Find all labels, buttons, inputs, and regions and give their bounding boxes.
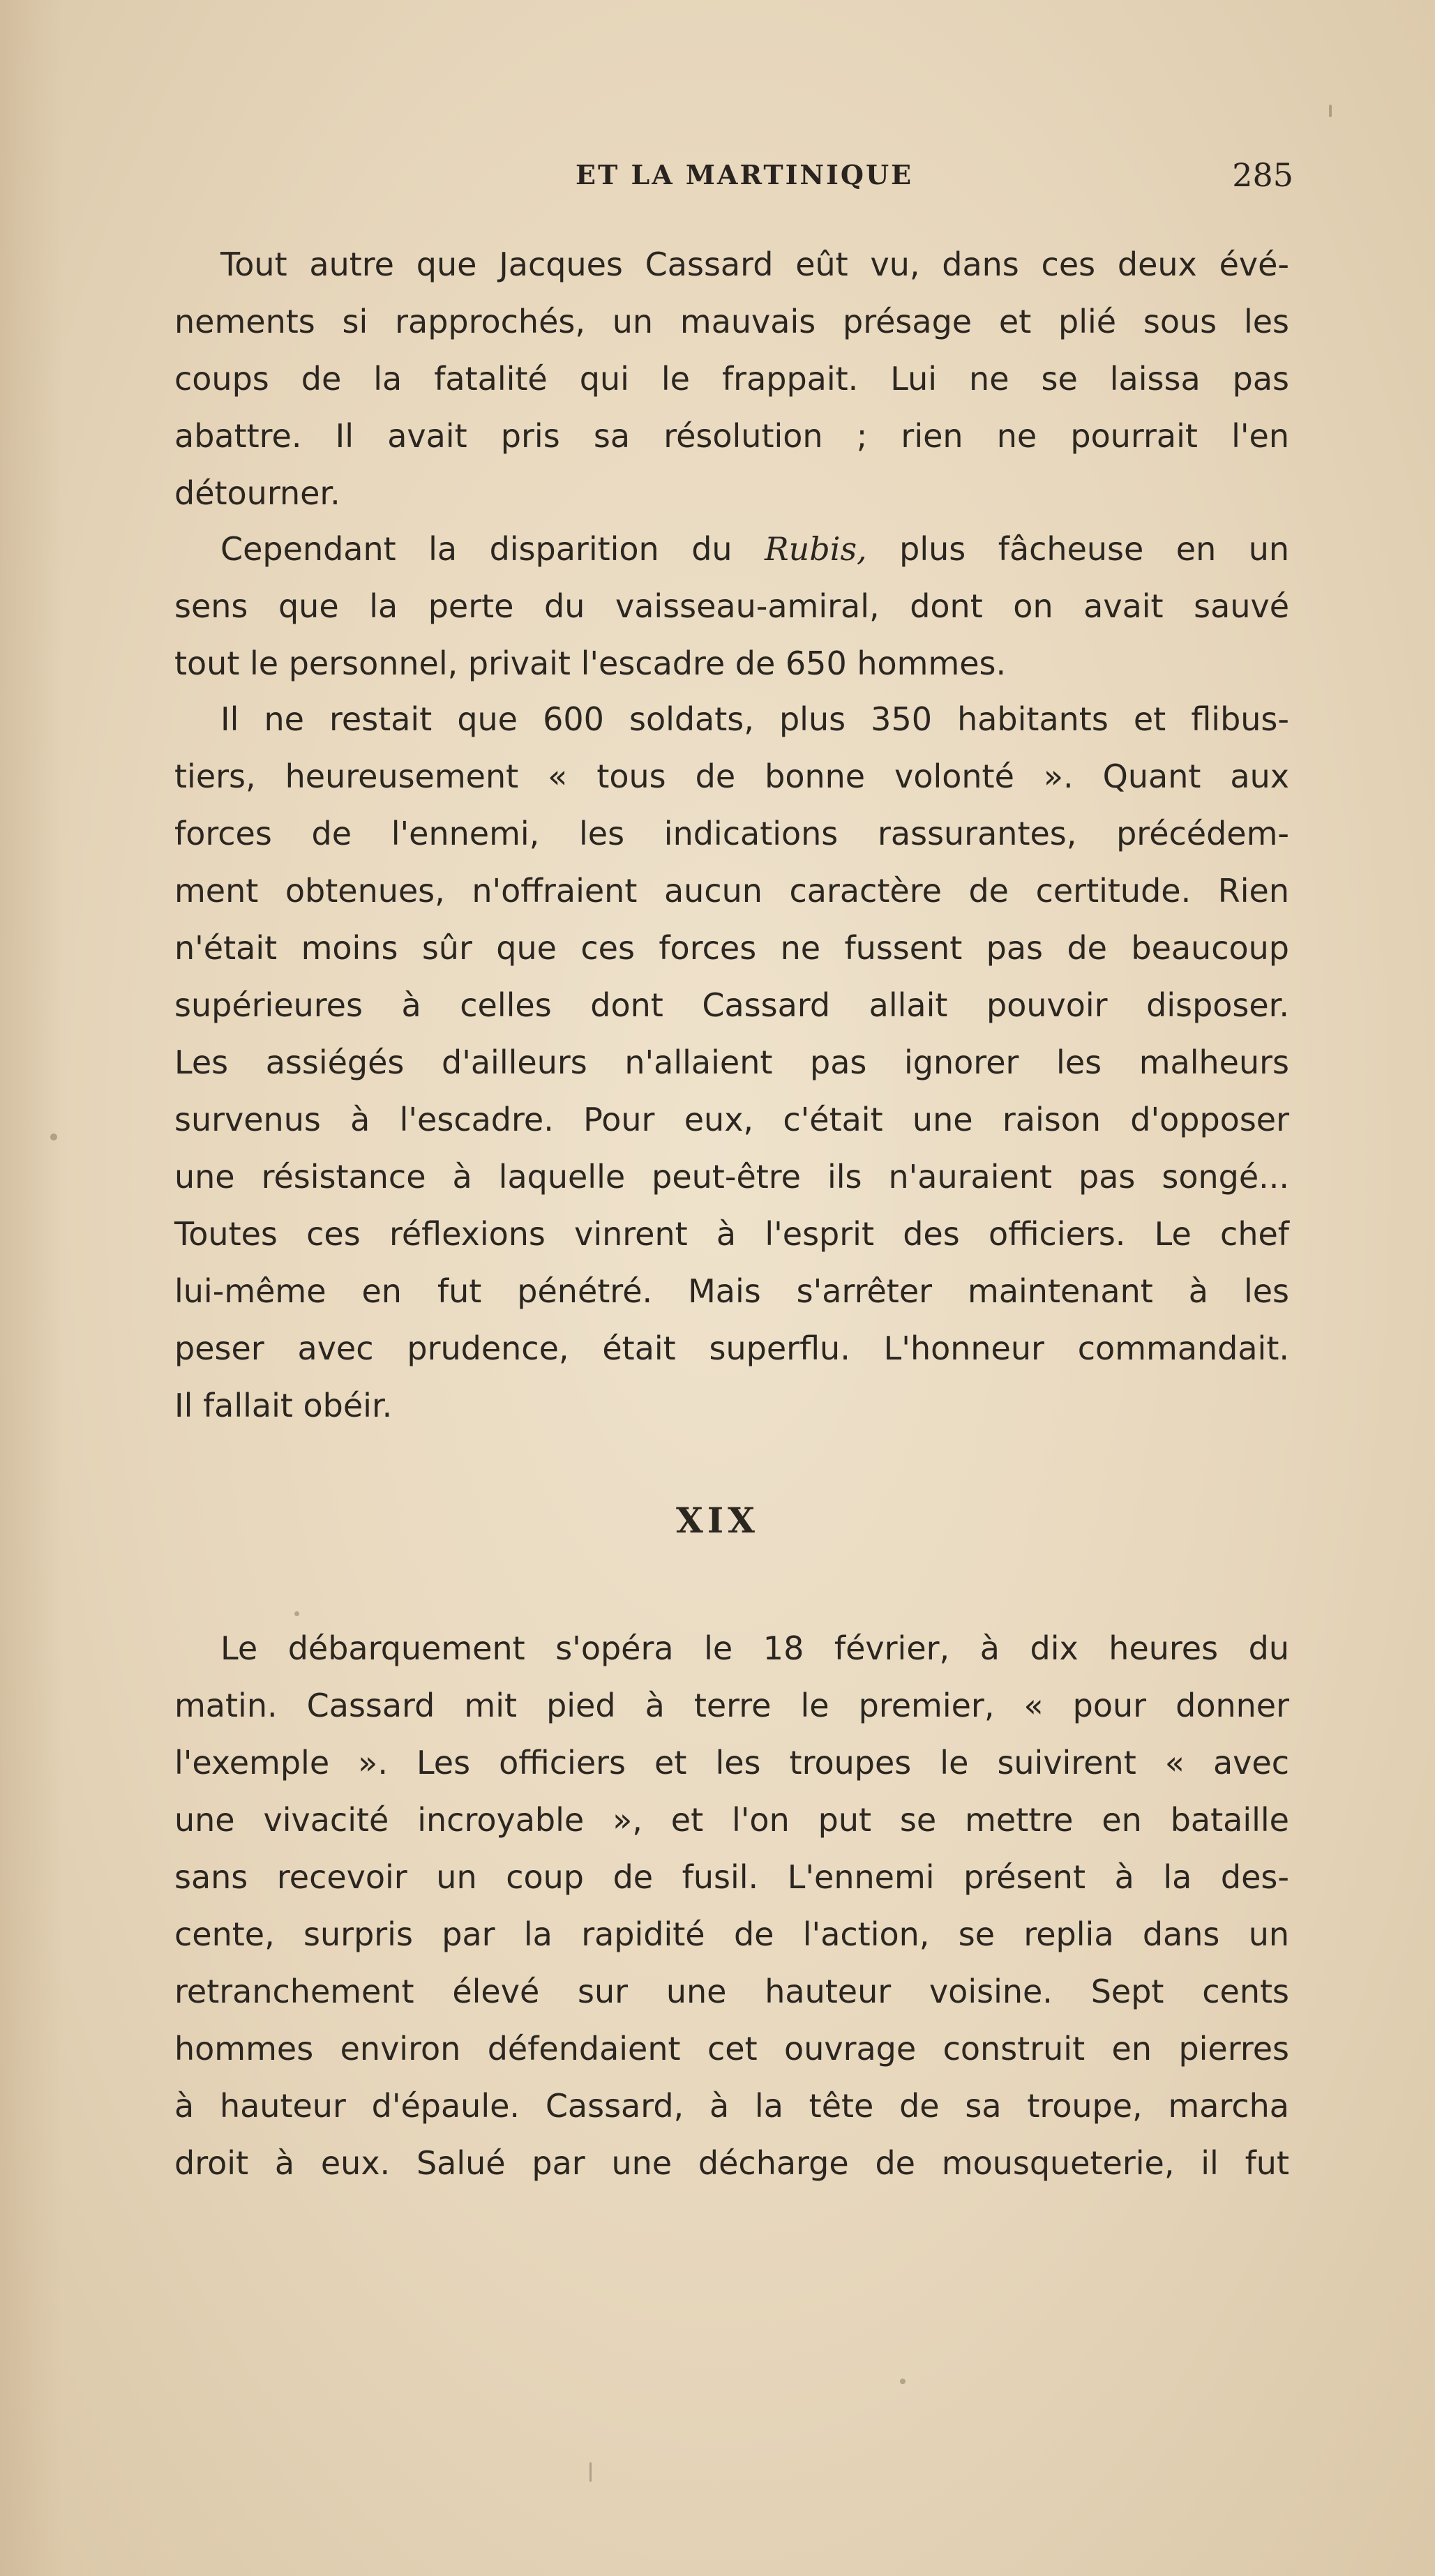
text-line: cente, surpris par la rapidité de l'action, se replia dans un: [174, 1915, 1289, 1953]
text-line: coups de la fatalité qui le frappait. Lui ne se laissa pas: [174, 360, 1289, 398]
paper-speck: [900, 2379, 906, 2384]
text-line: forces de l'ennemi, les indications rassurantes, précédem-: [174, 815, 1289, 852]
text-line-with-ship-name: [174, 520, 1289, 578]
paragraph-3: [174, 691, 1289, 1434]
text-line: supérieures à celles dont Cassard allait pouvoir disposer.: [174, 986, 1289, 1024]
paper-speck: [1329, 105, 1332, 117]
text-line: détourner.: [174, 474, 340, 512]
text-line: tiers, heureusement « tous de bonne volonté ». Quant aux: [174, 758, 1289, 795]
paper-speck: [50, 1133, 57, 1140]
text-line: une vivacité incroyable », et l'on put se mettre en bataille: [174, 1801, 1289, 1839]
paragraph-4: [174, 1620, 1289, 2192]
text-line: Les assiégés d'ailleurs n'allaient pas ignorer les malheurs: [174, 1044, 1289, 1081]
running-title: ET LA MARTINIQUE: [576, 159, 914, 190]
text-line: Il ne restait que 600 soldats, plus 350 habitants et flibus-: [220, 700, 1289, 738]
text-line: peser avec prudence, était superflu. L'honneur commandait.: [174, 1330, 1289, 1367]
running-header: [174, 156, 1293, 201]
paragraph-1: [174, 236, 1289, 522]
text-line: nements si rapprochés, un mauvais présage et plié sous les: [174, 303, 1289, 340]
ship-name: Rubis,: [765, 530, 867, 568]
text-line: hommes environ défendaient cet ouvrage construit en pierres: [174, 2030, 1289, 2067]
text-line: tout le personnel, privait l'escadre de 650 hommes.: [174, 645, 1007, 682]
page-number: 285: [1232, 156, 1293, 194]
text-line: sens que la perte du vaisseau-amiral, dont on avait sauvé: [174, 587, 1289, 625]
text-line: ment obtenues, n'offraient aucun caractère de certitude. Rien: [174, 872, 1289, 910]
text-line: survenus à l'escadre. Pour eux, c'était une raison d'opposer: [174, 1101, 1289, 1138]
text-fragment: plus fâcheuse en un: [899, 530, 1290, 568]
text-line: à hauteur d'épaule. Cassard, à la tête de sa troupe, marcha: [174, 2087, 1289, 2125]
paragraph-2: [174, 520, 1289, 692]
text-line: Tout autre que Jacques Cassard eût vu, dans ces deux évé-: [220, 246, 1289, 283]
text-fragment: Cependant la disparition du: [220, 530, 732, 568]
text-line: lui-même en fut pénétré. Mais s'arrêter maintenant à les: [174, 1272, 1289, 1310]
text-line: matin. Cassard mit pied à terre le premier, « pour donner: [174, 1687, 1289, 1724]
chapter-heading: XIX: [676, 1500, 759, 1541]
text-line: n'était moins sûr que ces forces ne fussent pas de beaucoup: [174, 929, 1289, 967]
text-line: retranchement élevé sur une hauteur voisine. Sept cents: [174, 1973, 1289, 2010]
paper-speck: [589, 2462, 592, 2482]
text-line: Toutes ces réflexions vinrent à l'esprit des officiers. Le chef: [174, 1215, 1289, 1253]
text-line: une résistance à laquelle peut-être ils n'auraient pas songé...: [174, 1158, 1289, 1196]
text-line: l'exemple ». Les officiers et les troupes le suivirent « avec: [174, 1744, 1289, 1782]
text-line: Le débarquement s'opéra le 18 février, à dix heures du: [220, 1629, 1289, 1667]
text-line: abattre. Il avait pris sa résolution ; rien ne pourrait l'en: [174, 417, 1289, 455]
paper-speck: [294, 1611, 299, 1616]
text-line: Il fallait obéir.: [174, 1387, 393, 1424]
text-line: droit à eux. Salué par une décharge de mousqueterie, il fut: [174, 2144, 1289, 2182]
page-edge-shading: [0, 0, 63, 2576]
text-line: sans recevoir un coup de fusil. L'ennemi présent à la des-: [174, 1858, 1289, 1896]
